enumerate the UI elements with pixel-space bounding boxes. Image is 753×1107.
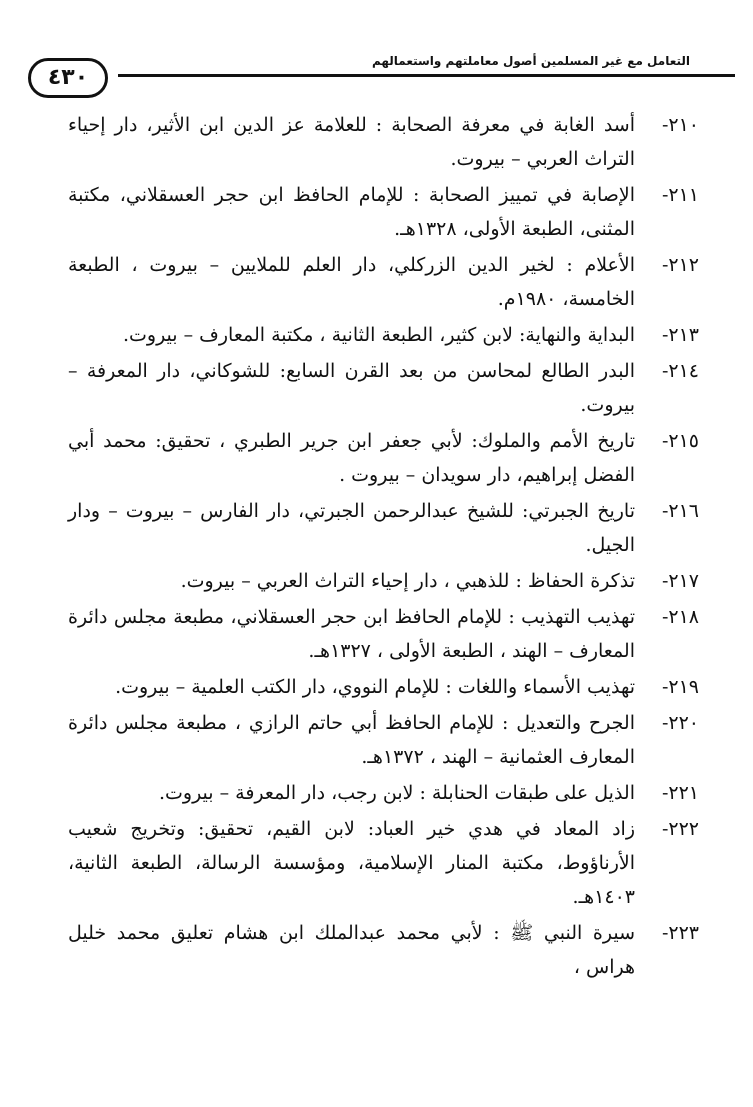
bibliography-entry [68,108,699,176]
entry-text: الذيل على طبقات الحنابلة : لابن رجب، دار المعرفة – بيروت. [158,782,635,804]
bibliography-entry [68,494,699,562]
entry-number: ٢٢٠- [661,712,699,734]
bibliography-entry [68,670,699,704]
entry-text: الأعلام : لخير الدين الزركلي، دار العلم للملايين – بيروت ، الطبعة الخامسة، ١٩٨٠م. [68,254,636,310]
bibliography-entry [68,318,699,352]
bibliography-entry [68,600,699,668]
entry-text: سيرة النبي ﷺ : لأبي محمد عبدالملك ابن هشام تعليق محمد خليل هراس ، [68,922,635,978]
bibliography-entry [68,178,699,246]
bibliography-list [68,108,699,986]
entry-number: ٢٢٣- [661,922,699,944]
entry-text: البداية والنهاية: لابن كثير، الطبعة الثانية ، مكتبة المعارف – بيروت. [122,324,635,346]
entry-text: البدر الطالع لمحاسن من بعد القرن السابع: للشوكاني، دار المعرفة – بيروت. [68,360,635,416]
entry-text: تاريخ الجبرتي: للشيخ عبدالرحمن الجبرتي، دار الفارس – بيروت – ودار الجيل. [68,500,635,556]
entry-text: تذكرة الحفاظ : للذهبي ، دار إحياء التراث العربي – بيروت. [180,570,635,592]
entry-number: ٢١٣- [661,324,699,346]
header-rule [118,74,735,77]
entry-text: زاد المعاد في هدي خير العباد: لابن القيم، تحقيق: وتخريج شعيب الأرناؤوط، مكتبة المنار الإسلامية، ومؤسسة الرسالة، الطبعة الثانية، ١٤٠٣هـ. [68,818,635,908]
page-number-badge: ٤٣٠ [28,58,108,98]
entry-number: ٢٢٢- [661,818,699,840]
entry-text: تهذيب الأسماء واللغات : للإمام النووي، دار الكتب العلمية – بيروت. [115,676,635,698]
entry-text: تهذيب التهذيب : للإمام الحافظ ابن حجر العسقلاني، مطبعة مجلس دائرة المعارف – الهند ، الطبعة الأولى ، ١٣٢٧هـ. [68,606,635,662]
bibliography-entry [68,776,699,810]
entry-number: ٢١٧- [661,570,699,592]
entry-number: ٢١٩- [661,676,699,698]
entry-number: ٢١٢- [661,254,699,276]
entry-text: تاريخ الأمم والملوك: لأبي جعفر ابن جرير الطبري ، تحقيق: محمد أبي الفضل إبراهيم، دار سويدان – بيروت . [68,430,635,486]
bibliography-entry [68,812,699,914]
entry-text: أسد الغابة في معرفة الصحابة : للعلامة عز الدين ابن الأثير، دار إحياء التراث العربي – بيروت. [68,114,635,170]
entry-number: ٢١٨- [661,606,699,628]
entry-number: ٢١٥- [661,430,699,452]
running-title: التعامل مع غير المسلمين أصول معاملتهم واستعمالهم [371,54,690,68]
bibliography-entry [68,354,699,422]
bibliography-entry [68,424,699,492]
bibliography-entry [68,706,699,774]
entry-number: ٢١١- [661,184,699,206]
entry-number: ٢١٠- [661,114,699,136]
bibliography-entry [68,916,699,984]
entry-number: ٢٢١- [661,782,699,804]
page-header [18,48,735,88]
entry-text: الجرح والتعديل : للإمام الحافظ أبي حاتم الرازي ، مطبعة مجلس دائرة المعارف العثمانية – الهند ، ١٣٧٢هـ. [68,712,635,768]
entry-text: الإصابة في تمييز الصحابة : للإمام الحافظ ابن حجر العسقلاني، مكتبة المثنى، الطبعة الأولى، ١٣٢٨هـ. [68,184,635,240]
entry-number: ٢١٤- [661,360,699,382]
bibliography-entry [68,248,699,316]
entry-number: ٢١٦- [661,500,699,522]
bibliography-entry [68,564,699,598]
